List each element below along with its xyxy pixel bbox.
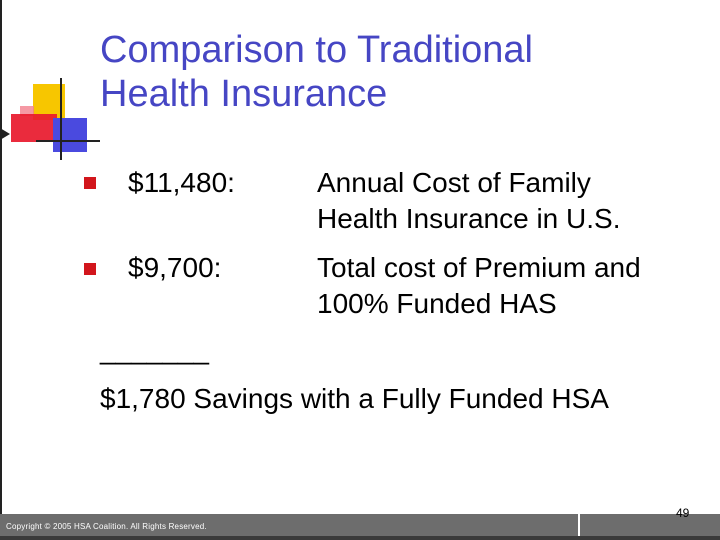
red-square-bullet-icon <box>84 177 96 189</box>
blue-square-icon <box>53 118 87 152</box>
savings-text: $1,780 Savings with a Fully Funded HSA <box>100 383 609 414</box>
item-description-line: Annual Cost of Family <box>317 167 591 198</box>
page-number: 49 <box>676 506 690 520</box>
colored-squares-logo-icon <box>0 76 100 166</box>
footer-bar-right <box>580 514 720 536</box>
item-description-line: Total cost of Premium and <box>317 252 641 283</box>
copyright-text: Copyright © 2005 HSA Coalition. All Rights Reserved. <box>6 522 207 531</box>
slide-title-line-1: Comparison to Traditional <box>100 29 533 71</box>
logo-vertical-line <box>60 78 62 160</box>
arrow-right-icon <box>0 128 10 140</box>
item-description-line: 100% Funded HAS <box>317 288 557 319</box>
red-square-icon <box>11 114 57 142</box>
item-description <box>317 250 641 322</box>
item-amount: $9,700: <box>128 252 222 283</box>
red-square-bullet-icon <box>84 263 96 275</box>
logo-horizontal-line <box>36 140 100 142</box>
divider-underline: _______ <box>100 334 210 365</box>
slide-bottom-border <box>0 536 720 540</box>
slide-title <box>100 28 700 116</box>
item-description-line: Health Insurance in U.S. <box>317 203 621 234</box>
slide-title-line-2: Health Insurance <box>100 73 388 115</box>
item-description <box>317 165 621 237</box>
item-amount: $11,480: <box>128 167 235 198</box>
